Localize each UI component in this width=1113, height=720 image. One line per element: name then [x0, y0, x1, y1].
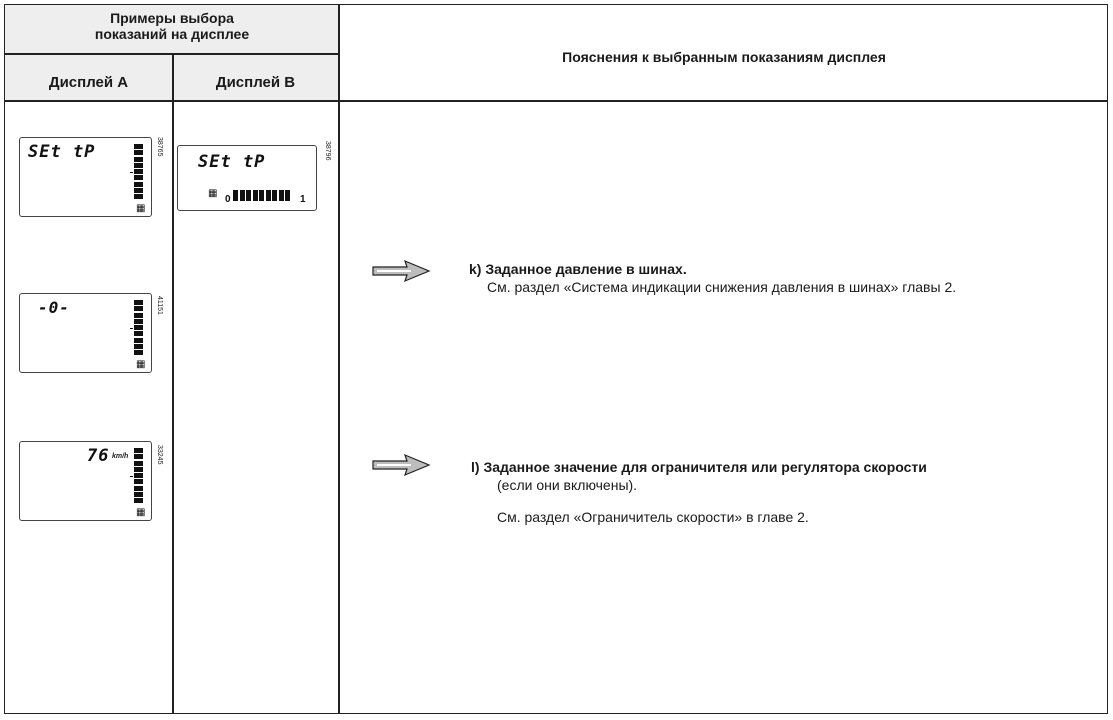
explanation-l-text-2: См. раздел «Ограничитель скорости» в главе 2.	[497, 509, 809, 525]
fuel-pump-icon: ▦	[136, 359, 146, 370]
header-divider	[5, 53, 339, 55]
lcd-text: -0-	[38, 298, 70, 317]
scale-max: 1	[300, 194, 306, 205]
arrow-right-icon	[371, 259, 431, 283]
level-bar	[134, 448, 143, 505]
header-bottom-line	[5, 100, 1107, 102]
image-code: 41151	[156, 296, 163, 315]
lcd-speed-unit: km/h	[112, 453, 129, 460]
level-bar	[134, 144, 143, 201]
display-b-header: Дисплей B	[215, 74, 296, 91]
fuel-pump-icon: ▦	[136, 507, 146, 518]
instruction-table	[4, 4, 1108, 714]
lcd-speed-value: 76	[87, 446, 110, 466]
explanations-header: Пояснения к выбранным показаниям дисплея	[562, 49, 886, 65]
fuel-level-bar	[233, 190, 290, 201]
bar-tick	[130, 476, 133, 477]
image-code: 38796	[324, 141, 331, 161]
display-a-zero	[19, 293, 152, 373]
lcd-text: SEt tP	[28, 142, 96, 162]
scale-min: 0	[225, 194, 231, 205]
bar-tick	[130, 172, 133, 173]
image-code: 38765	[156, 137, 163, 157]
display-a-speed	[19, 441, 152, 521]
fuel-pump-icon: ▦	[208, 188, 218, 199]
display-a-header: Дисплей A	[48, 74, 129, 91]
image-code: 33245	[156, 445, 163, 465]
level-bar	[134, 300, 143, 357]
explanation-k-title: k) Заданное давление в шинах.	[469, 261, 687, 277]
display-b-set-tp	[177, 145, 317, 211]
arrow-right-icon	[371, 453, 431, 477]
explanation-l-text-1: (если они включены).	[497, 477, 638, 493]
fuel-pump-icon: ▦	[136, 203, 146, 214]
explanation-k-text: См. раздел «Система индикации снижения давления в шинах» главы 2.	[487, 279, 957, 295]
display-a-set-tp	[19, 137, 152, 217]
column-divider-left-right	[338, 5, 340, 713]
examples-header: Примеры выбора показаний на дисплее	[94, 10, 250, 42]
column-divider-a-b	[172, 54, 174, 713]
explanation-l-title: l) Заданное значение для ограничителя или регулятора скорости	[471, 459, 927, 475]
lcd-text: SEt tP	[198, 152, 266, 172]
bar-tick	[130, 328, 133, 329]
